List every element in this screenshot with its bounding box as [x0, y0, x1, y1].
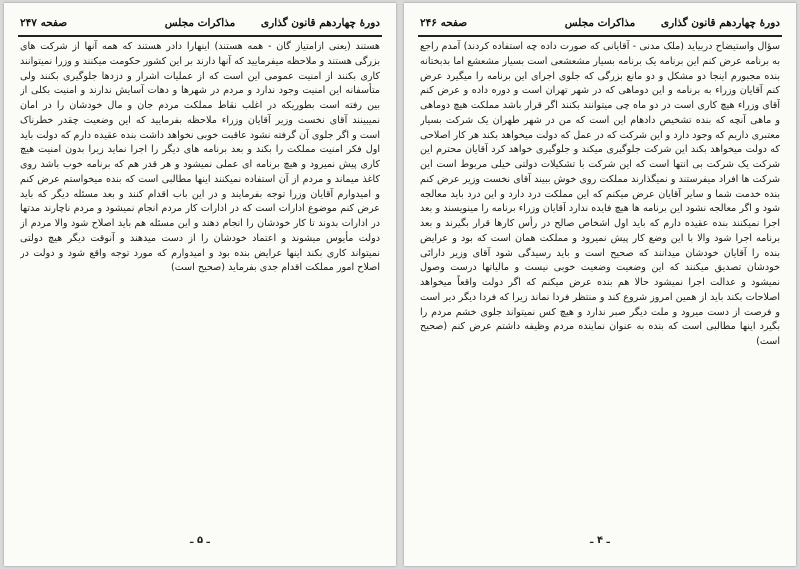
right-session-title: دورهٔ چهاردهم قانون گذاری	[660, 17, 780, 29]
left-header-title: مذاکرات مجلس	[164, 17, 236, 29]
left-page	[4, 3, 396, 566]
right-paragraph: سؤال واستیضاح دربیاید (ملک مدنی - آقایانی که صورت داده چه استفاده کردند) آمدم راجع به برنامه عرض کنم این برنامه یک برنامه بسیار مشعشعی است بسیار مشعشع اما بدبختانه بنده مجبورم اینجا دو مشکل و دو مانع بزرگی که جلوی اجرای این برنامه را میگیرد عرض کنم آقایان وزراء به برنامه و این دوماهی که در شهر تهران است و دوره داده و عرض کنم آقای وزراء هیچ کاری است در دو ماه چی میتوانند بکنند اگر قرار باشد مملکت هیچ دوماهی و ماهی آنچه که بنده تشخیص دادهام این است که من در شهر طهران یک شرکت بسیار معتبری داریم که وجود دارد و این شرکت که در عمل که دولت میخواهد بکند هر کار اصلاحی که دولت میخواهد بکند این شرکت جلوگیری میکند و جلوگیری خواهد کرد آقایان محترم این شرکت یک شرکت بی انتها است که این شرکت با تشکیلات دولتی خیلی مربوط است این شرکت ها افراد میفرستند و نمیگذارند مملکت روی خوش ببیند آقای نخست وزیر عرض کنم بنده خدمت شما و سایر آقایان عرض میکنم که این مملکت درد دارد و این درد باید معالجه شود و اگر معالجه نشود این برنامه ها هیچ فایده ندارد آقایان وزراء برنامه را مینویسند و بعد اجرا نمیکنند بنده عقیده دارم که باید اول اشخاص صالح در رأس کارها قرار بگیرند و بعد برنامه اجرا شود والا با این وضع کار پیش نمیرود و مملکت همان است که بود و عرایض بنده را آقایان خودشان میدانند که صحیح است و باید رسیدگی شود آقای وزیر دارائی خودشان تصدیق میکنند که این وضعیت وضعیت خوبی نیست و مالیاتها درست وصول نمیشود و عدالت اجرا نمیشود حالا هم بنده عرض میکنم که اگر دولت واقعاً میخواهد اصلاحات بکند باید از همین امروز شروع کند و منتظر فردا نماند زیرا که فردا دیگر دیر است و فرصت از دست میرود و ملت دیگر صبر ندارد و هیچ کس نمیتواند جلوی خشم مردم را بگیرد اینها مطالبی است که بنده به عنوان نماینده مردم وظیفه داشتم عرض کنم (صحیح است)	[420, 41, 780, 347]
left-body-text	[20, 40, 380, 532]
left-folio: ـ ۵ ـ	[190, 535, 210, 546]
right-header-rule	[418, 35, 782, 37]
left-page-header	[20, 17, 380, 37]
right-folio: ـ ۴ ـ	[590, 535, 610, 546]
left-session-title: دورهٔ چهاردهم قانون گذاری	[260, 17, 380, 29]
left-paragraph: هستند (یعنی ازامتیاز گان - همه هستند) اینهارا دادر هستند که همه آنها از شرکت های بزرگی هستند و ملاحظه میفرمایید که آنها دارند بر این کشور حکومت میکنند و وزرا نمیتوانند کاری بکنند از امنیت عمومی این است که از عملیات اشرار و دزدها جلوگیری بکنند ولی متأسفانه این امنیت وجود ندارد و مردم در شهرها و دهات آسایش ندارند و امنیت بکلی از بین رفته است بطوریکه در اغلب نقاط مملکت مردم جان و مال خودشان را در امان نمیبینند آقای نخست وزیر آقایان وزراء ملاحظه بفرمایید که این وضعیت چقدر خطرناک است و اگر جلوی آن گرفته نشود عاقبت خوبی نخواهد داشت بنده عقیده دارم که دولت باید اول فکر امنیت مملکت را بکند و بعد برنامه های دیگر را اجرا نماید زیرا بدون امنیت هیچ کاری پیش نمیرود و هیچ برنامه ای عملی نمیشود و هر قدر هم که برنامه خوب باشد روی کاغذ میماند و مردم از آن استفاده نمیکنند اینها مطالبی است که بنده میخواستم عرض کنم و امیدوارم آقایان وزرا توجه بفرمایند و در این باب اقدام کنند و بعد مسئله دیگر که باید عرض کنم موضوع ادارات است که در ادارات کار مردم انجام نمیشود و مردم ناچارند مدتها در ادارات بدوند تا کار خودشان را انجام دهند و این مسئله هم باید اصلاح شود والا مردم از دولت مأیوس میشوند و اعتماد خودشان را از دست میدهند و آنوقت دیگر هیچ دولتی نمیتواند کاری بکند اینها عرایض بنده بود و امیدوارم که مورد توجه واقع شود و دولت در اصلاح امور مملکت اقدام جدی بفرماید (صحیح است)	[20, 41, 380, 274]
right-body-text	[420, 40, 780, 532]
right-header-title: مذاکرات مجلس	[564, 17, 636, 29]
left-header-rule	[18, 35, 382, 37]
right-page	[404, 3, 796, 566]
left-page-number: صفحه ۲۴۷	[20, 17, 68, 29]
right-page-header	[420, 17, 780, 37]
right-page-number: صفحه ۲۴۶	[420, 17, 468, 29]
